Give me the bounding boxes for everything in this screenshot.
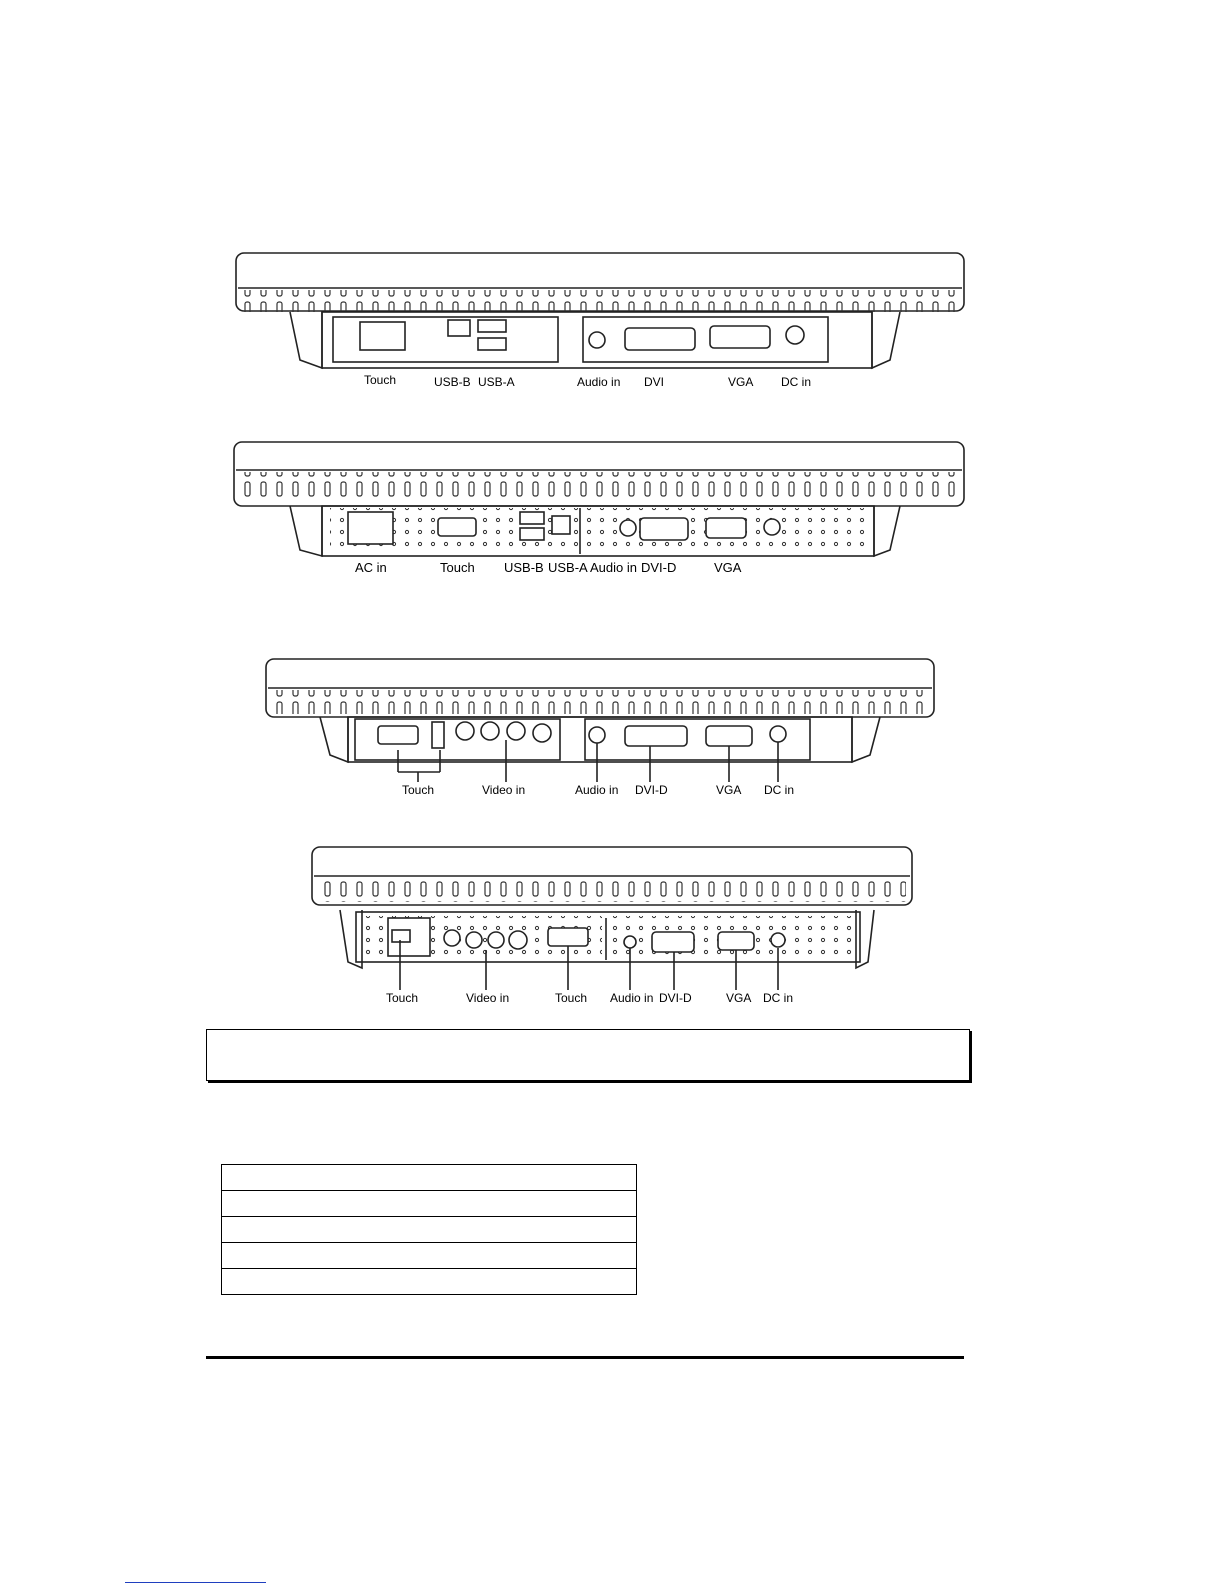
label-dvi-d: DVI-D: [659, 991, 692, 1005]
table-cell: [222, 1165, 637, 1191]
label-dc-in: DC in: [763, 991, 794, 1005]
label-dvi: DVI: [644, 375, 665, 389]
table-cell: [222, 1243, 637, 1269]
table-row: [222, 1269, 637, 1295]
spec-table: [221, 1164, 637, 1295]
label-usb-b: USB-B: [504, 560, 544, 575]
label-usb-b: USB-B: [434, 375, 471, 389]
label-touch-2: Touch: [555, 991, 588, 1005]
label-touch: Touch: [440, 560, 475, 575]
monitor-bottom-view-1: [236, 253, 964, 368]
label-ac-in: AC in: [355, 560, 387, 575]
monitor-bottom-view-2: [234, 442, 964, 556]
label-audio-in: Audio in: [575, 783, 619, 797]
table-row: [222, 1191, 637, 1217]
label-video-in: Video in: [482, 783, 526, 797]
label-touch: Touch: [364, 373, 397, 387]
table-row: [222, 1217, 637, 1243]
label-vga: VGA: [726, 991, 752, 1005]
table-row: [222, 1165, 637, 1191]
label-vga: VGA: [716, 783, 742, 797]
label-usb-a: USB-A: [548, 560, 588, 575]
label-touch: Touch: [402, 783, 435, 797]
monitor-bottom-view-4: [312, 847, 912, 990]
monitor-bottom-view-3: [266, 659, 934, 782]
label-audio-in: Audio in: [577, 375, 621, 389]
label-audio-in: Audio in: [610, 991, 654, 1005]
table-cell: [222, 1191, 637, 1217]
label-dvi-d: DVI-D: [641, 560, 677, 575]
label-audio-in: Audio in: [590, 560, 637, 575]
note-box: [206, 1029, 970, 1081]
label-vga: VGA: [728, 375, 754, 389]
footer-rule: [206, 1356, 964, 1359]
label-touch: Touch: [386, 991, 419, 1005]
table-row: [222, 1243, 637, 1269]
label-usb-a: USB-A: [478, 375, 515, 389]
table-cell: [222, 1269, 637, 1295]
label-dc-in: DC in: [781, 375, 812, 389]
label-dvi-d: DVI-D: [635, 783, 668, 797]
label-vga: VGA: [714, 560, 742, 575]
label-dc-in: DC in: [764, 783, 795, 797]
label-video-in: Video in: [466, 991, 510, 1005]
table-cell: [222, 1217, 637, 1243]
footer-link-underline[interactable]: [125, 1582, 266, 1583]
